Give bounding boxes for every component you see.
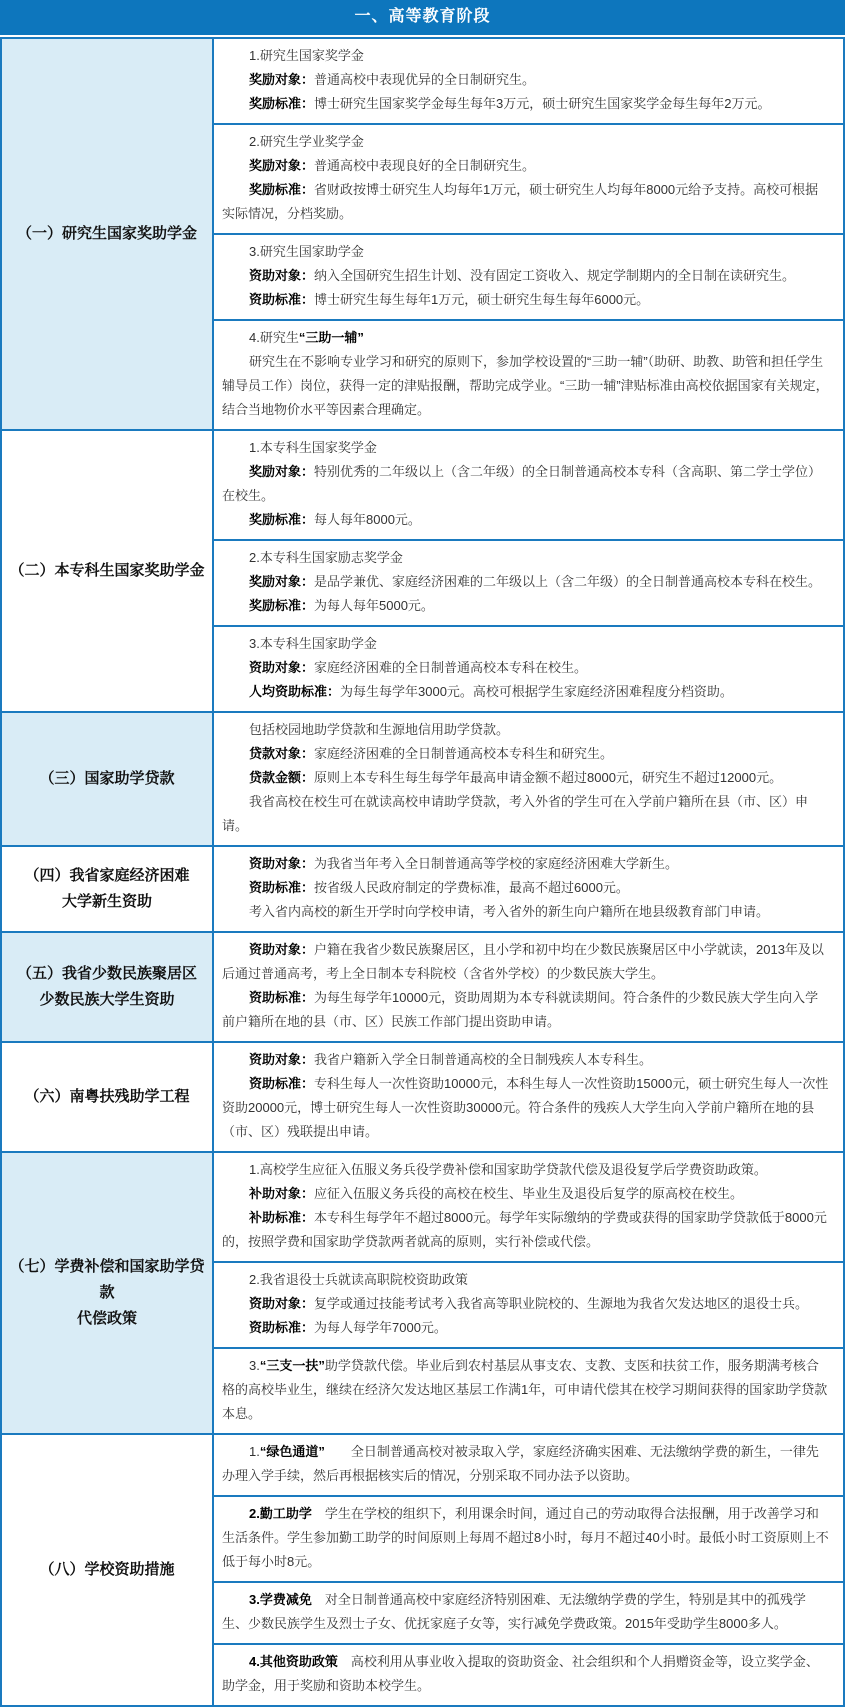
policy-paragraph: 1.本专科生国家奖学金 <box>249 440 377 455</box>
policy-paragraph: 贷款金额：原则上本专科生每生每学年最高申请金额不超过8000元，研究生不超过12000元。 <box>249 770 783 785</box>
policy-paragraph: 3.“三支一扶”助学贷款代偿。毕业后到农村基层从事支农、支教、支医和扶贫工作，服务期满考核合格的高校毕业生，继续在经济欠发达地区基层工作满1年，可申请代偿其在校学习期间获得的国家助学贷款本息。 <box>222 1358 828 1421</box>
policy-cell <box>214 319 843 429</box>
policy-paragraph: 奖励标准：博士研究生国家奖学金每生每年3万元，硕士研究生国家奖学金每生每年2万元。 <box>249 96 771 111</box>
policy-paragraph: 奖励对象：普通高校中表现良好的全日制研究生。 <box>249 158 536 173</box>
policy-paragraph: 资助标准：按省级人民政府制定的学费标准，最高不超过6000元。 <box>249 880 629 895</box>
policy-cell <box>214 713 843 845</box>
policy-cell <box>214 1153 843 1261</box>
policy-paragraph: 补助对象：应征入伍服义务兵役的高校在校生、毕业生及退役后复学的原高校在校生。 <box>249 1186 744 1201</box>
policy-paragraph: 贷款对象：家庭经济困难的全日制普通高校本专科生和研究生。 <box>249 746 614 761</box>
page-title: 一、高等教育阶段 <box>0 0 845 35</box>
section-label: （五）我省少数民族聚居区 少数民族大学生资助 <box>2 933 214 1041</box>
policy-paragraph: 资助标准：为每人每学年7000元。 <box>249 1320 447 1335</box>
policy-paragraph: 3.研究生国家助学金 <box>249 244 364 259</box>
section-label: （三）国家助学贷款 <box>2 713 214 845</box>
section-row <box>2 1041 843 1151</box>
policy-paragraph: 资助对象：我省户籍新入学全日制普通高校的全日制残疾人本专科生。 <box>249 1052 653 1067</box>
policy-cell <box>214 1043 843 1151</box>
policy-paragraph: 2.我省退役士兵就读高职院校资助政策 <box>249 1272 468 1287</box>
section-label: （四）我省家庭经济困难 大学新生资助 <box>2 847 214 931</box>
policy-cell <box>214 1435 843 1495</box>
section-label: （七）学费补偿和国家助学贷款 代偿政策 <box>2 1153 214 1433</box>
policy-paragraph: 4.其他资助政策 高校利用从事业收入提取的资助资金、社会组织和个人捐赠资金等，设立奖学金、助学金，用于奖励和资助本校学生。 <box>222 1654 819 1693</box>
section-row <box>2 1151 843 1433</box>
policy-cell <box>214 625 843 711</box>
policy-paragraph: 2.研究生学业奖学金 <box>249 134 364 149</box>
policy-cell <box>214 1495 843 1581</box>
policy-cell <box>214 847 843 931</box>
policy-cell <box>214 933 843 1041</box>
policy-paragraph: 包括校园地助学贷款和生源地信用助学贷款。 <box>249 722 510 737</box>
policy-paragraph: 我省高校在校生可在就读高校申请助学贷款，考入外省的学生可在入学前户籍所在县（市、区）申请。 <box>222 794 809 833</box>
section-row <box>2 711 843 845</box>
policy-paragraph: 资助对象：复学或通过技能考试考入我省高等职业院校的、生源地为我省欠发达地区的退役士兵。 <box>249 1296 809 1311</box>
policy-paragraph: 2.勤工助学 学生在学校的组织下，利用课余时间，通过自己的劳动取得合法报酬，用于改善学习和生活条件。学生参加勤工助学的时间原则上每周不超过8小时，每月不超过40小时。最低小时工资原则上不低于每小时8元。 <box>222 1506 829 1569</box>
section-cells <box>214 847 843 931</box>
policy-paragraph: 资助标准：为每生每学年10000元，资助周期为本专科就读期间。符合条件的少数民族大学生向入学前户籍所在地的县（市、区）民族工作部门提出资助申请。 <box>222 990 819 1029</box>
section-cells <box>214 1435 843 1705</box>
section-label: （一）研究生国家奖助学金 <box>2 39 214 429</box>
policy-paragraph: 资助对象：纳入全国研究生招生计划、没有固定工资收入、规定学制期内的全日制在读研究生。 <box>249 268 796 283</box>
policy-paragraph: 1.高校学生应征入伍服义务兵役学费补偿和国家助学贷款代偿及退役复学后学费资助政策。 <box>249 1162 767 1177</box>
policy-paragraph: 资助对象：户籍在我省少数民族聚居区，且小学和初中均在少数民族聚居区中小学就读，2013年及以后通过普通高考，考上全日制本专科院校（含省外学校）的少数民族大学生。 <box>222 942 824 981</box>
policy-cell <box>214 123 843 233</box>
policy-paragraph: 资助标准：专科生每人一次性资助10000元，本科生每人一次性资助15000元，硕士研究生每人一次性资助20000元，博士研究生每人一次性资助30000元。符合条件的残疾人大学生向入学前户籍所在地的县（市、区）残联提出申请。 <box>222 1076 829 1139</box>
policy-paragraph: 资助对象：为我省当年考入全日制普通高等学校的家庭经济困难大学新生。 <box>249 856 679 871</box>
policy-paragraph: 奖励对象：是品学兼优、家庭经济困难的二年级以上（含二年级）的全日制普通高校本专科在校生。 <box>249 574 822 589</box>
policy-paragraph: 奖励标准：省财政按博士研究生人均每年1万元，硕士研究生人均每年8000元给予支持。高校可根据实际情况，分档奖励。 <box>222 182 819 221</box>
policy-paragraph: 3.学费减免 对全日制普通高校中家庭经济特别困难、无法缴纳学费的学生，特别是其中的孤残学生、少数民族学生及烈士子女、优抚家庭子女等，实行减免学费政策。2015年受助学生8000多人。 <box>222 1592 806 1631</box>
policy-cell <box>214 431 843 539</box>
policy-cell <box>214 1347 843 1433</box>
policy-paragraph: 奖励对象：特别优秀的二年级以上（含二年级）的全日制普通高校本专科（含高职、第二学士学位）在校生。 <box>222 464 822 503</box>
policy-paragraph: 4.研究生“三助一辅” <box>249 330 364 345</box>
policy-paragraph: 奖励标准：每人每年8000元。 <box>249 512 421 527</box>
policy-paragraph: 3.本专科生国家助学金 <box>249 636 377 651</box>
policy-paragraph: 1.“绿色通道” 全日制普通高校对被录取入学，家庭经济确实困难、无法缴纳学费的新生，一律先办理入学手续，然后再根据核实后的情况，分别采取不同办法予以资助。 <box>222 1444 819 1483</box>
policy-cell <box>214 1261 843 1347</box>
policy-cell <box>214 1581 843 1643</box>
section-label: （八）学校资助措施 <box>2 1435 214 1705</box>
policy-cell <box>214 1643 843 1705</box>
policy-cell <box>214 39 843 123</box>
section-label: （六）南粤扶残助学工程 <box>2 1043 214 1151</box>
section-cells <box>214 1153 843 1433</box>
section-row <box>2 1433 843 1705</box>
section-row <box>2 39 843 429</box>
policy-paragraph: 考入省内高校的新生开学时向学校申请，考入省外的新生向户籍所在地县级教育部门申请。 <box>249 904 770 919</box>
policy-paragraph: 奖励对象：普通高校中表现优异的全日制研究生。 <box>249 72 536 87</box>
policy-paragraph: 人均资助标准：为每生每学年3000元。高校可根据学生家庭经济困难程度分档资助。 <box>249 684 733 699</box>
section-row <box>2 845 843 931</box>
section-row <box>2 931 843 1041</box>
section-cells <box>214 431 843 711</box>
policy-paragraph: 补助标准：本专科生每学年不超过8000元。每学年实际缴纳的学费或获得的国家助学贷款低于8000元的，按照学费和国家助学贷款两者就高的原则，实行补偿或代偿。 <box>222 1210 827 1249</box>
section-row <box>2 429 843 711</box>
policy-paragraph: 1.研究生国家奖学金 <box>249 48 364 63</box>
section-cells <box>214 39 843 429</box>
section-label: （二）本专科生国家奖助学金 <box>2 431 214 711</box>
section-cells <box>214 1043 843 1151</box>
section-cells <box>214 713 843 845</box>
policy-paragraph: 资助对象：家庭经济困难的全日制普通高校本专科在校生。 <box>249 660 588 675</box>
policy-paragraph: 研究生在不影响专业学习和研究的原则下，参加学校设置的“三助一辅”（助研、助教、助管和担任学生辅导员工作）岗位，获得一定的津贴报酬，帮助完成学业。“三助一辅”津贴标准由高校依据国家有关规定，结合当地物价水平等因素合理确定。 <box>222 354 829 417</box>
policy-paragraph: 奖励标准：为每人每年5000元。 <box>249 598 434 613</box>
policy-paragraph: 资助标准：博士研究生每生每年1万元，硕士研究生每生每年6000元。 <box>249 292 650 307</box>
policy-cell <box>214 539 843 625</box>
policy-cell <box>214 233 843 319</box>
section-cells <box>214 933 843 1041</box>
policy-table <box>0 37 845 1707</box>
policy-paragraph: 2.本专科生国家励志奖学金 <box>249 550 403 565</box>
